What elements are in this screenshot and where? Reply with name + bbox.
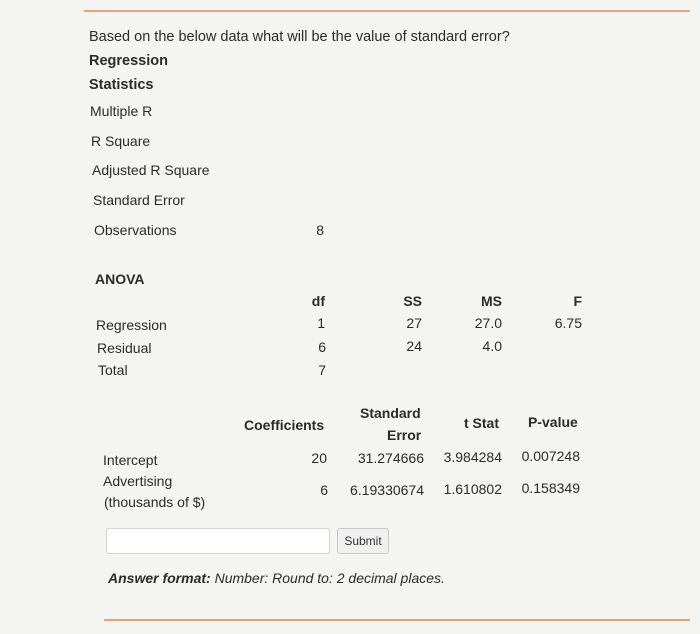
observations-value: 8: [316, 222, 324, 238]
coef-row-label-line2: (thousands of $): [104, 494, 206, 510]
anova-row-f: 6.75: [554, 315, 582, 331]
anova-heading: ANOVA: [95, 271, 145, 287]
bottom-divider: [104, 619, 690, 621]
adjusted-r-square-label: Adjusted R Square: [92, 162, 210, 178]
anova-row-label: Residual: [97, 340, 152, 356]
anova-row-ss: 24: [406, 338, 422, 354]
anova-row-df: 6: [318, 339, 326, 355]
coef-row-label: Advertising: [103, 473, 173, 489]
observations-label: Observations: [94, 222, 177, 238]
r-square-label: R Square: [91, 133, 151, 149]
multiple-r-label: Multiple R: [90, 103, 153, 119]
anova-row-df: 1: [317, 315, 325, 331]
question-text: Based on the below data what will be the value of standard error?: [89, 29, 510, 45]
anova-header-f: F: [573, 293, 582, 309]
answer-input[interactable]: [106, 528, 330, 554]
p-value-header: P-value: [528, 414, 578, 430]
coef-row-t-stat: 3.984284: [443, 449, 502, 465]
anova-header-ms: MS: [481, 293, 502, 309]
regression-statistics-heading-line2: Statistics: [89, 77, 154, 93]
std-error-header-line2: Error: [387, 427, 422, 443]
anova-row-ss: 27: [406, 315, 422, 331]
answer-format-label: Answer format:: [108, 570, 211, 586]
coef-row-std-error: 6.19330674: [350, 482, 424, 498]
anova-row-ms: 4.0: [482, 338, 502, 354]
coef-row-label: Intercept: [103, 452, 158, 468]
anova-row-label: Total: [98, 362, 128, 378]
anova-row-label: Regression: [96, 317, 167, 333]
anova-row-ms: 27.0: [474, 315, 502, 331]
std-error-header-line1: Standard: [360, 405, 421, 421]
coef-row-p-value: 0.158349: [521, 480, 580, 496]
coef-row-coefficient: 20: [311, 450, 327, 466]
coef-row-p-value: 0.007248: [521, 448, 580, 464]
anova-header-df: df: [311, 293, 325, 309]
coef-row-std-error: 31.274666: [357, 450, 424, 466]
coefficients-header: Coefficients: [244, 417, 325, 433]
anova-row-df: 7: [318, 362, 326, 378]
anova-header-ss: SS: [403, 293, 422, 309]
standard-error-label: Standard Error: [93, 192, 185, 208]
submit-button[interactable]: Submit: [337, 528, 389, 554]
regression-statistics-heading-line1: Regression: [89, 53, 168, 69]
top-divider: [84, 10, 690, 12]
answer-format-text: Number: Round to: 2 decimal places.: [210, 570, 445, 586]
t-stat-header: t Stat: [464, 415, 499, 431]
coef-row-coefficient: 6: [320, 482, 328, 498]
coef-row-t-stat: 1.610802: [443, 481, 502, 497]
answer-format-note: [108, 570, 445, 586]
